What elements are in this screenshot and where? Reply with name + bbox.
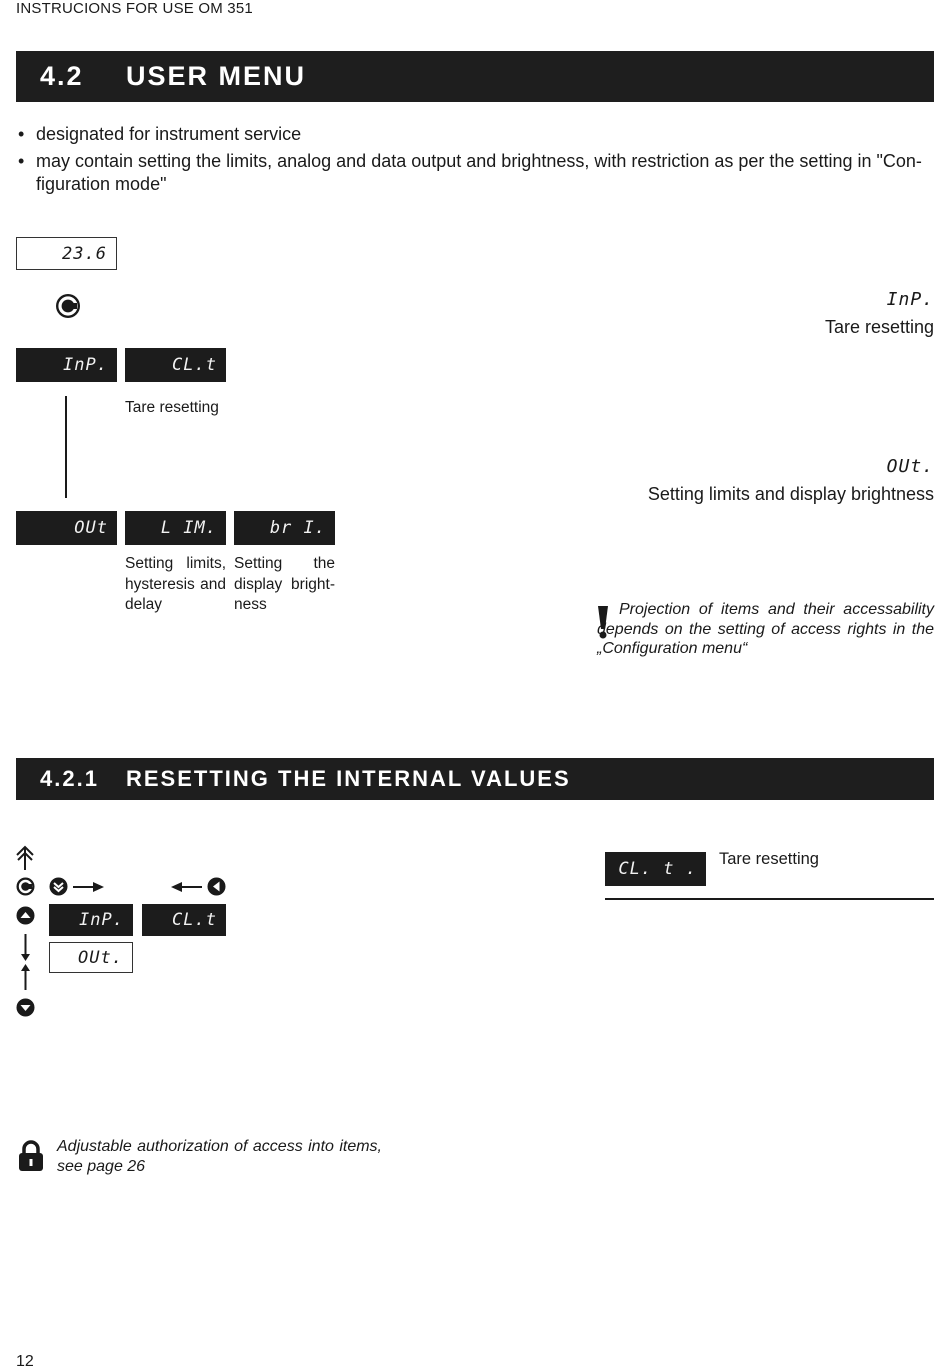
menu-out-display[interactable]: OUt: [16, 511, 117, 545]
menu-inp-display[interactable]: InP.: [16, 348, 117, 382]
bullet-item: • designated for instrument service: [18, 123, 928, 146]
lock-icon: [18, 1140, 44, 1172]
out-description: Setting limits and display brightness: [647, 484, 934, 504]
reset-clt-display[interactable]: CL.t: [142, 904, 226, 936]
section-number: 4.2: [40, 61, 84, 91]
reset-panel-display: CL. t .: [605, 852, 706, 886]
bri-caption: Setting the display bright-ness: [234, 555, 335, 613]
subsection-title: RESETTING THE INTERNAL VALUES: [126, 766, 571, 791]
measure-display: 23.6: [16, 237, 117, 270]
up-down-arrows-icon: [16, 932, 35, 992]
inp-description: Tare resetting: [824, 317, 934, 337]
menu-connector-line: [65, 396, 67, 498]
up-button-icon[interactable]: [16, 906, 35, 925]
lock-note: Adjustable authorization of access into items, see page 26: [57, 1138, 382, 1175]
left-button-icon[interactable]: [207, 877, 226, 896]
up-double-arrow-icon: [14, 845, 36, 871]
page-number: 12: [16, 1353, 34, 1370]
bullet-item: • may contain setting the limits, analog and data output and brightness, with restriction as per the setting in "Con-figuration mode": [18, 150, 928, 196]
right-arrow-icon: [73, 880, 105, 892]
subsection-number: 4.2.1: [40, 766, 99, 791]
inp-label: InP.: [886, 289, 934, 310]
menu-bri-display[interactable]: br I.: [234, 511, 335, 545]
subsection-title-band: [16, 758, 934, 800]
menu-clt-display[interactable]: CL.t: [125, 348, 226, 382]
reset-panel-description: Tare resetting: [719, 850, 819, 868]
document-header: INSTRUCIONS FOR USE OM 351: [16, 0, 253, 17]
clt-caption: Tare resetting: [125, 399, 219, 416]
section-title: USER MENU: [126, 61, 307, 91]
c-button-icon: [55, 293, 81, 319]
enter-button-icon[interactable]: [49, 877, 68, 896]
bullet-list: [18, 123, 928, 200]
lim-caption: Setting limits, hysteresis and delay: [125, 555, 226, 613]
reset-out-display[interactable]: OUt.: [49, 942, 133, 973]
section-title-band: [16, 51, 934, 102]
reset-inp-display[interactable]: InP.: [49, 904, 133, 936]
out-label: OUt.: [886, 456, 934, 477]
down-button-icon[interactable]: [16, 998, 35, 1017]
access-note: Projection of items and their accessability depends on the setting of access rights in the „Configuration menu“: [597, 601, 934, 657]
c-button-icon[interactable]: [16, 877, 35, 896]
divider-line: [605, 898, 934, 900]
left-arrow-icon: [170, 880, 202, 892]
menu-lim-display[interactable]: L IM.: [125, 511, 226, 545]
